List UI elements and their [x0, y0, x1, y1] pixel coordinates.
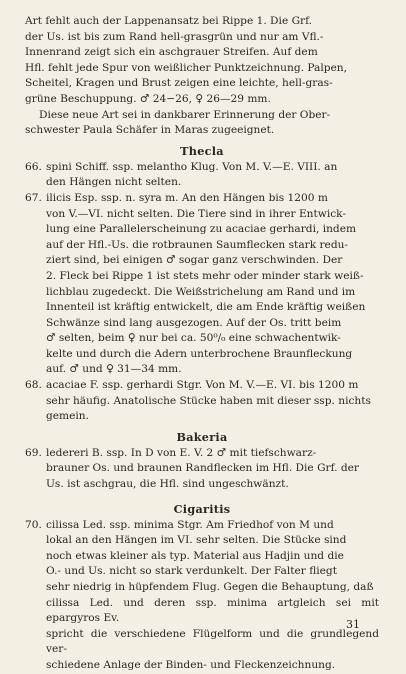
text-line: acaciae F. ssp. gerhardi Stgr. Von M. V.—E. VI. bis 1200 m	[46, 379, 359, 392]
entry-number: 67.	[25, 191, 42, 204]
section-heading-cigaritis: Cigaritis	[173, 501, 231, 516]
text-line: lichblau zugedeckt. Die Weißstrichelung am Rand und im	[46, 285, 356, 298]
species-entry-66	[25, 160, 379, 191]
entry-number: 66.	[25, 160, 42, 173]
text-line: spini Schiff. ssp. melantho Klug. Von M. V.—E. VIII. an	[46, 160, 338, 173]
text-line: cilissa Led. und deren ssp. minima artgleich sei mit epargyros Ev.	[46, 596, 379, 625]
text-line: auf der Hfl.-Us. die rotbraunen Saumflecken stark redu-	[46, 238, 348, 251]
text-line: Scheitel, Kragen und Brust zeigen eine leichte, hell-gras-	[25, 77, 333, 90]
entry-number: 68.	[25, 379, 42, 392]
text-line: ledereri B. ssp. In D von E. V. 2 ♂ mit tiefschwarz-	[46, 446, 317, 459]
text-line: Art fehlt auch der Lappenansatz bei Rippe 1. Die Grf.	[25, 15, 313, 27]
text-line: schwester Paula Schäfer in Maras zugeeignet.	[25, 124, 275, 137]
species-entry-67	[25, 191, 379, 378]
species-entry-70	[25, 518, 379, 674]
text-line: Diese neue Art sei in dankbarer Erinnerung der Ober-	[39, 108, 331, 121]
text-line: sehr niedrig in hüpfendem Flug. Gegen die Behauptung, daß	[46, 581, 374, 593]
text-line: Hfl. fehlt jede Spur von weißlicher Punktzeichnung. Palpen,	[25, 61, 347, 74]
text-line: O.- und Us. nicht so stark verdunkelt. Der Falter fliegt	[46, 565, 337, 578]
text-line: lokal an den Hängen im VI. sehr selten. Die Stücke sind	[46, 534, 347, 547]
text-line: auf. ♂ und ♀ 31—34 mm.	[46, 363, 182, 376]
text-line: ilicis Esp. ssp. n. syra m. An den Hängen bis 1200 m	[46, 191, 328, 204]
text-line: 2. Fleck bei Rippe 1 ist stets mehr oder minder stark weiß-	[46, 269, 364, 282]
text-line: noch etwas kleiner als typ. Material aus Hadjin und die	[46, 549, 344, 562]
text-line: Innenrand zeigt sich ein aschgrauer Streifen. Auf dem	[25, 46, 318, 59]
text-line: Schwänze sind lang ausgezogen. Auf der Os. tritt beim	[46, 316, 342, 329]
section-heading-thecla: Thecla	[180, 143, 224, 158]
text-line: gemein.	[46, 410, 89, 423]
text-line: den Hängen nicht selten.	[46, 176, 182, 189]
page-number: 31	[346, 618, 360, 631]
text-line: ziert sind, bei einigen ♂ sogar ganz verschwinden. Der	[46, 254, 343, 267]
text-line: schiedene Anlage der Binden- und Fleckenzeichnung.	[46, 658, 336, 671]
dedication-paragraph	[25, 108, 379, 139]
entry-number: 70.	[25, 518, 42, 531]
text-line: spricht die verschiedene Flügelform und die grundlegend ver-	[46, 627, 379, 656]
text-line: kelte und durch die Adern unterbrochene Braunfleckung	[46, 347, 353, 360]
text-line: von V.—VI. nicht selten. Die Tiere sind in ihrer Entwick-	[46, 207, 346, 220]
species-entry-69	[25, 446, 379, 493]
text-line: brauner Os. und braunen Randflecken im Hfl. Die Grf. der	[46, 462, 359, 475]
intro-paragraph	[25, 14, 379, 108]
text-line: cilissa Led. ssp. minima Stgr. Am Friedhof von M und	[46, 518, 334, 531]
text-line: Us. ist aschgrau, die Hfl. sind ungeschwänzt.	[46, 478, 289, 491]
section-heading-bakeria: Bakeria	[176, 429, 228, 444]
text-line: Innenteil ist kräftig entwickelt, die am Ende kräftig weißen	[46, 301, 366, 314]
entry-number: 69.	[25, 446, 42, 459]
species-entry-68	[25, 378, 379, 425]
text-line: der Us. ist bis zum Rand hell-grasgrün und nur am Vfl.-	[25, 30, 324, 43]
text-line: ♂ selten, beim ♀ nur bei ca. 50⁰/₀ eine schwachentwik-	[46, 332, 341, 345]
text-line: grüne Beschuppung. ♂ 24−26, ♀ 26—29 mm.	[25, 92, 271, 105]
text-line: sehr häufig. Anatolische Stücke haben mit dieser ssp. nichts	[46, 394, 371, 407]
text-line: lung eine Parallelerscheinung zu acaciae gerhardi, indem	[46, 223, 357, 236]
